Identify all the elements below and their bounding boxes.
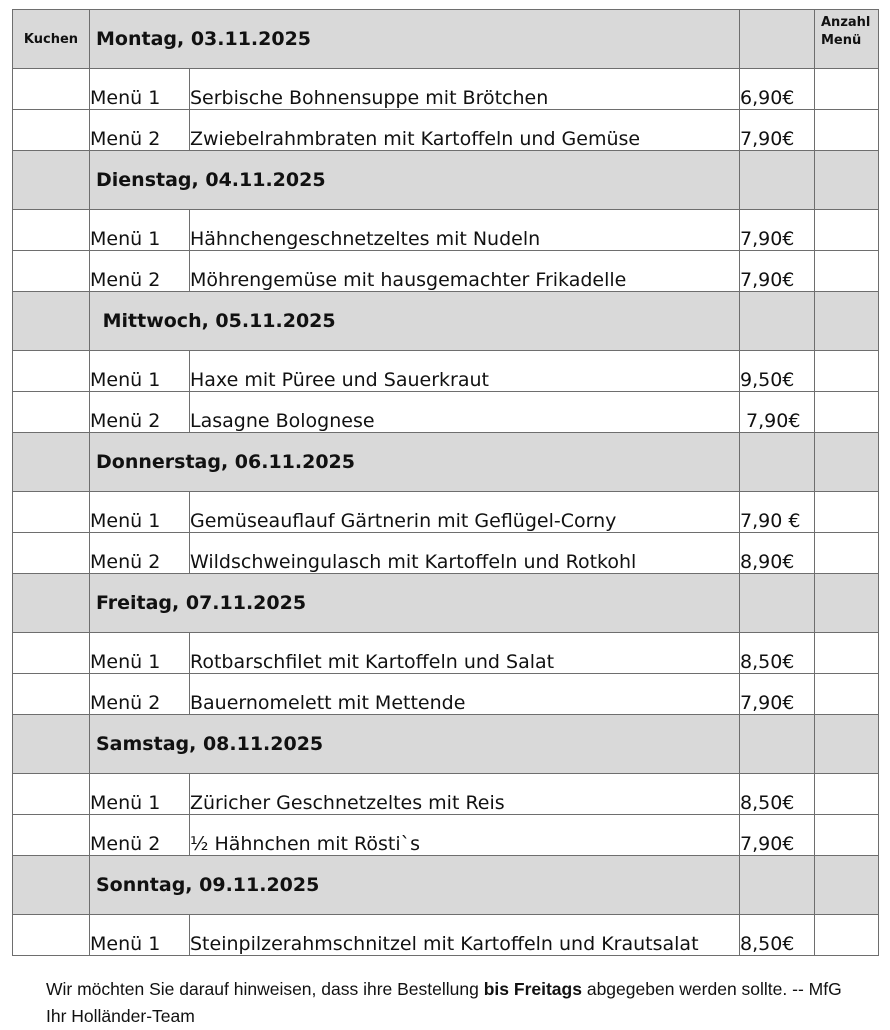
menu-number: Menü 2 [90, 815, 190, 856]
day-header-row [13, 10, 879, 69]
kuchen-cell[interactable] [13, 69, 90, 110]
anzahl-header-line2: Menü [821, 33, 862, 48]
menu-item-row [13, 633, 879, 674]
anzahl-input-cell[interactable] [815, 674, 879, 715]
anzahl-header-line1: Anzahl [821, 15, 871, 30]
kuchen-header: Kuchen [13, 10, 90, 69]
kuchen-cell[interactable] [13, 674, 90, 715]
kuchen-header-cell [13, 574, 90, 633]
kuchen-cell[interactable] [13, 633, 90, 674]
day-header-row [13, 574, 879, 633]
dish-price: 8,50€ [740, 774, 815, 815]
dish-price: 6,90€ [740, 69, 815, 110]
day-label: Dienstag, 04.11.2025 [90, 151, 740, 210]
anzahl-input-cell[interactable] [815, 533, 879, 574]
day-header-row [13, 151, 879, 210]
dish-price: 7,90 € [740, 492, 815, 533]
menu-number: Menü 1 [90, 915, 190, 956]
dish-name: Haxe mit Püree und Sauerkraut [190, 351, 740, 392]
menu-item-row [13, 251, 879, 292]
dish-price: 7,90€ [740, 392, 815, 433]
price-header-cell [740, 10, 815, 69]
menu-item-row [13, 110, 879, 151]
dish-price: 7,90€ [740, 210, 815, 251]
kuchen-cell[interactable] [13, 533, 90, 574]
kuchen-cell[interactable] [13, 492, 90, 533]
dish-name: Bauernomelett mit Mettende [190, 674, 740, 715]
anzahl-header-cell [815, 715, 879, 774]
dish-name: Lasagne Bolognese [190, 392, 740, 433]
dish-name: Rotbarschfilet mit Kartoffeln und Salat [190, 633, 740, 674]
anzahl-input-cell[interactable] [815, 915, 879, 956]
price-header-cell [740, 292, 815, 351]
price-header-cell [740, 433, 815, 492]
day-header-row [13, 715, 879, 774]
day-label: Samstag, 08.11.2025 [90, 715, 740, 774]
price-header-cell [740, 715, 815, 774]
menu-item-row [13, 392, 879, 433]
menu-number: Menü 1 [90, 774, 190, 815]
anzahl-header-cell [815, 151, 879, 210]
menu-number: Menü 2 [90, 392, 190, 433]
kuchen-cell[interactable] [13, 251, 90, 292]
dish-name: Steinpilzerahmschnitzel mit Kartoffeln und Krautsalat [190, 915, 740, 956]
anzahl-input-cell[interactable] [815, 69, 879, 110]
day-label: Donnerstag, 06.11.2025 [90, 433, 740, 492]
kuchen-cell[interactable] [13, 110, 90, 151]
dish-price: 9,50€ [740, 351, 815, 392]
menu-item-row [13, 674, 879, 715]
menu-number: Menü 2 [90, 674, 190, 715]
order-note-deadline: bis Freitags [483, 978, 582, 999]
dish-price: 7,90€ [740, 674, 815, 715]
kuchen-header-cell [13, 151, 90, 210]
day-label: Mittwoch, 05.11.2025 [90, 292, 740, 351]
dish-name: Gemüseauflauf Gärtnerin mit Geflügel-Corny [190, 492, 740, 533]
menu-number: Menü 2 [90, 533, 190, 574]
price-header-cell [740, 574, 815, 633]
dish-name: Zwiebelrahmbraten mit Kartoffeln und Gemüse [190, 110, 740, 151]
order-note-text-before: Wir möchten Sie darauf hinweisen, dass ihre Bestellung [46, 978, 484, 999]
price-header-cell [740, 151, 815, 210]
anzahl-input-cell[interactable] [815, 110, 879, 151]
menu-number: Menü 1 [90, 351, 190, 392]
price-header-cell [740, 856, 815, 915]
dish-name: Möhrengemüse mit hausgemachter Frikadelle [190, 251, 740, 292]
dish-name: Wildschweingulasch mit Kartoffeln und Rotkohl [190, 533, 740, 574]
day-label: Montag, 03.11.2025 [90, 10, 740, 69]
kuchen-cell[interactable] [13, 210, 90, 251]
dish-name: Hähnchengeschnetzeltes mit Nudeln [190, 210, 740, 251]
kuchen-cell[interactable] [13, 351, 90, 392]
kuchen-header-cell [13, 856, 90, 915]
anzahl-input-cell[interactable] [815, 815, 879, 856]
menu-item-row [13, 915, 879, 956]
menu-number: Menü 2 [90, 110, 190, 151]
day-header-row [13, 856, 879, 915]
menu-item-row [13, 492, 879, 533]
kuchen-cell[interactable] [13, 774, 90, 815]
menu-number: Menü 1 [90, 492, 190, 533]
menu-item-row [13, 210, 879, 251]
day-label: Sonntag, 09.11.2025 [90, 856, 740, 915]
menu-item-row [13, 533, 879, 574]
anzahl-input-cell[interactable] [815, 774, 879, 815]
dish-price: 7,90€ [740, 815, 815, 856]
menu-number: Menü 1 [90, 210, 190, 251]
dish-price: 7,90€ [740, 110, 815, 151]
dish-price: 8,90€ [740, 533, 815, 574]
day-header-row [13, 292, 879, 351]
dish-price: 7,90€ [740, 251, 815, 292]
anzahl-input-cell[interactable] [815, 351, 879, 392]
menu-table [12, 9, 879, 956]
anzahl-input-cell[interactable] [815, 492, 879, 533]
anzahl-header-cell [815, 574, 879, 633]
kuchen-cell[interactable] [13, 915, 90, 956]
kuchen-cell[interactable] [13, 815, 90, 856]
order-note [46, 976, 866, 1030]
menu-item-row [13, 815, 879, 856]
menu-item-row [13, 774, 879, 815]
day-label: Freitag, 07.11.2025 [90, 574, 740, 633]
kuchen-header-cell [13, 292, 90, 351]
anzahl-input-cell[interactable] [815, 210, 879, 251]
anzahl-input-cell[interactable] [815, 251, 879, 292]
dish-name: Züricher Geschnetzeltes mit Reis [190, 774, 740, 815]
dish-price: 8,50€ [740, 915, 815, 956]
menu-item-row [13, 69, 879, 110]
dish-name: ½ Hähnchen mit Rösti`s [190, 815, 740, 856]
menu-number: Menü 2 [90, 251, 190, 292]
dish-price: 8,50€ [740, 633, 815, 674]
kuchen-cell[interactable] [13, 392, 90, 433]
anzahl-input-cell[interactable] [815, 392, 879, 433]
dish-name: Serbische Bohnensuppe mit Brötchen [190, 69, 740, 110]
anzahl-menu-header [815, 10, 879, 69]
anzahl-header-cell [815, 856, 879, 915]
day-header-row [13, 433, 879, 492]
anzahl-header-cell [815, 292, 879, 351]
menu-number: Menü 1 [90, 69, 190, 110]
kuchen-header-cell [13, 433, 90, 492]
order-note-text-after: abgegeben werden sollte. -- MfG Ihr Holländer-Team [46, 978, 842, 1026]
anzahl-input-cell[interactable] [815, 633, 879, 674]
kuchen-header-cell [13, 715, 90, 774]
anzahl-header-cell [815, 433, 879, 492]
menu-item-row [13, 351, 879, 392]
menu-number: Menü 1 [90, 633, 190, 674]
